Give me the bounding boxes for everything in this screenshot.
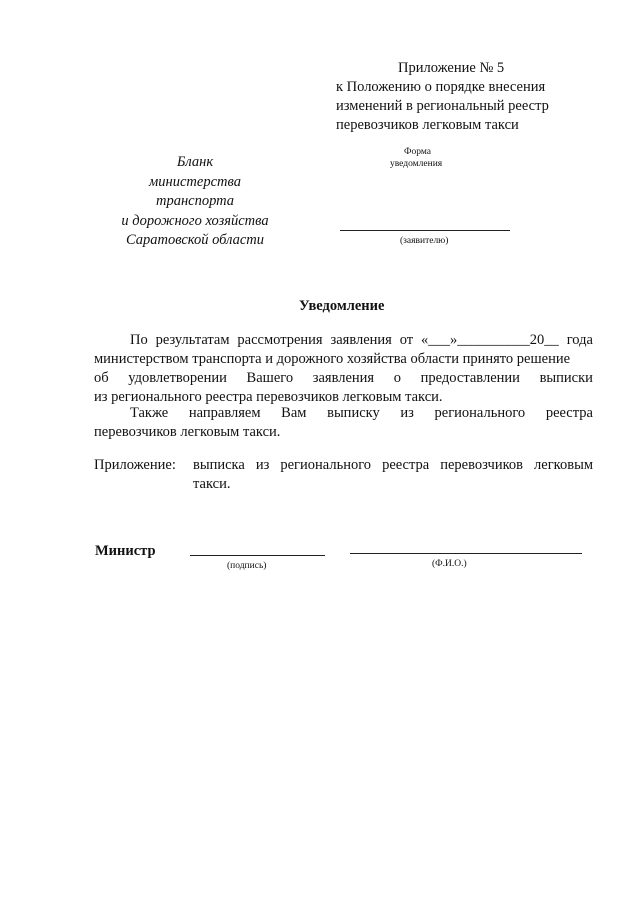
recipient-caption: (заявителю) [400,236,449,246]
para1-line-2: министерством транспорта и дорожного хозяйства области принято решение [94,351,571,367]
word: об [94,370,109,386]
word: легковым [534,457,593,473]
word: Также [130,405,169,421]
word: рассмотрения [237,332,323,348]
word: регионального [434,405,526,421]
word: заявления [330,332,392,348]
para2-line-2: перевозчиков легковым такси. [94,424,281,440]
appendix-line-1: к Положению о порядке внесения [336,79,546,95]
attachment-label: Приложение: [94,457,176,473]
word: перевозчиков [440,457,524,473]
word: результатам [155,332,230,348]
form-label-line-1: Форма [404,147,432,157]
word: По [130,332,148,348]
blank-line-1: Бланк [176,154,214,170]
para1-line-1 [130,331,593,350]
word: Вам [281,405,307,421]
word: из [400,405,414,421]
signature-caption: (подпись) [227,561,267,571]
appendix-line-3: перевозчиков легковым такси [336,117,519,133]
word: выписка [193,457,245,473]
word: реестра [545,405,593,421]
word: реестра [382,457,430,473]
word: о [393,370,402,386]
word: года [566,332,593,348]
word: удовлетворении [128,370,227,386]
word: регионального [280,457,372,473]
attachment-line-1 [193,456,593,475]
blank-line-5: Саратовской области [125,232,265,248]
blank-line-4: и дорожного хозяйства [121,212,269,229]
blank-line-2: министерства [149,173,241,190]
appendix-number: Приложение № 5 [398,60,505,76]
word: Вашего [246,370,294,386]
blank-line-3: транспорта [155,193,235,209]
full-name-line [350,553,582,554]
word: выписки [539,370,593,386]
word: предоставлении [420,370,520,386]
attachment-line-2: такси. [193,476,231,492]
para1-line-3 [94,369,593,388]
date-placeholder: «___»__________20__ [421,332,559,348]
para1-line-4: из регионального реестра перевозчиков легковым такси. [94,389,443,405]
recipient-line [340,230,510,231]
signature-line [190,555,325,556]
word: из [255,457,270,473]
full-name-caption: (Ф.И.О.) [432,559,467,569]
signatory-role: Министр [95,543,156,559]
document-title: Уведомление [299,298,385,314]
word: направляем [188,405,261,421]
appendix-line-2: изменений в региональный реестр [336,98,549,114]
form-label-line-2: уведомления [390,159,443,169]
word: от [399,332,414,348]
word: выписку [327,405,380,421]
para2-line-1 [130,404,593,423]
ministry-letterhead-placeholder [100,153,290,251]
word: заявления [312,370,375,386]
